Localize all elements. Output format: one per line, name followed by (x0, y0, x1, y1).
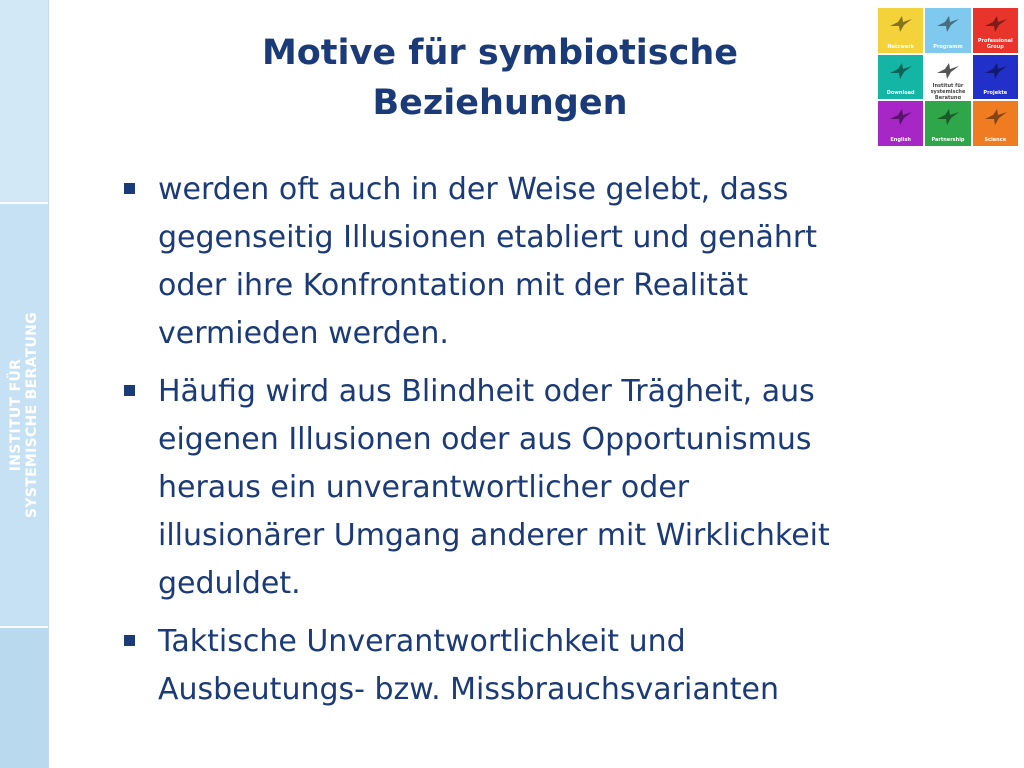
bullet-text-line: Taktische Unverantwortlichkeit und (158, 624, 686, 659)
sidebar-line-2: SYSTEMISCHE BERATUNG (24, 312, 40, 518)
slide-title-line-2: Beziehungen (372, 83, 628, 123)
logo-tile-label: Partnership (931, 137, 965, 143)
slide-title (160, 28, 840, 128)
logo-tile-label: Download (886, 90, 915, 97)
sidebar-divider (0, 202, 48, 204)
bird-icon (888, 61, 914, 81)
bird-icon (983, 61, 1009, 81)
square-bullet-icon (124, 385, 135, 396)
slide-title-line-1: Motive für symbiotische (261, 33, 739, 73)
bullet-item (118, 368, 978, 608)
bird-icon (935, 61, 961, 81)
sidebar-institute-name (8, 312, 40, 518)
logo-tile (878, 101, 923, 146)
bullet-text-line: gegenseitig Illusionen etabliert und genährt (158, 220, 818, 255)
logo-tile-label: Institut für systemische Beratung (930, 82, 966, 100)
logo-tile (973, 8, 1018, 53)
logo-tile (878, 55, 923, 100)
logo-tile-label: Netzwerk (887, 43, 914, 50)
logo-tile-label: Projekte (983, 90, 1008, 97)
logo-tile (973, 101, 1018, 146)
bird-icon (983, 107, 1009, 127)
bullet-text-line: Ausbeutungs- bzw. Missbrauchsvarianten (158, 672, 779, 707)
sidebar-segment-bottom (0, 628, 48, 768)
logo-tile-label: Programm (933, 43, 963, 50)
bullet-text-line: vermieden werden. (158, 316, 449, 351)
bird-icon (888, 107, 914, 127)
sidebar-band (0, 0, 49, 768)
logo-tile-label: Professional Group (977, 37, 1013, 50)
square-bullet-icon (124, 635, 135, 646)
logo-tile-label: Science (984, 137, 1007, 143)
bullet-item (118, 618, 978, 714)
logo-tile (925, 101, 970, 146)
sidebar-divider (0, 626, 48, 628)
bird-icon (935, 107, 961, 127)
bird-icon (983, 14, 1009, 34)
bullet-item (118, 166, 978, 358)
bullet-text-line: oder ihre Konfrontation mit der Realität (158, 268, 749, 303)
logo-tile (878, 8, 923, 53)
sidebar-segment-top (0, 0, 48, 202)
bird-icon (935, 14, 961, 34)
bullet-text-line: geduldet. (158, 566, 301, 601)
logo-tile (925, 55, 970, 100)
bullet-list (118, 166, 978, 724)
bird-icon (888, 14, 914, 34)
logo-tile (925, 8, 970, 53)
bullet-text-line: illusionärer Umgang anderer mit Wirklichkeit (158, 518, 830, 553)
bullet-text-line: heraus ein unverantwortlicher oder (158, 470, 690, 505)
bullet-text-line: Häufig wird aus Blindheit oder Trägheit, aus (158, 374, 815, 409)
logo-tile (973, 55, 1018, 100)
institute-logo-grid (878, 8, 1018, 146)
square-bullet-icon (124, 183, 135, 194)
bullet-text-line: eigenen Illusionen oder aus Opportunismus (158, 422, 812, 457)
bullet-text-line: werden oft auch in der Weise gelebt, dass (158, 172, 789, 207)
logo-tile-label: English (890, 137, 911, 143)
sidebar-line-1: INSTITUT FÜR (8, 358, 24, 472)
